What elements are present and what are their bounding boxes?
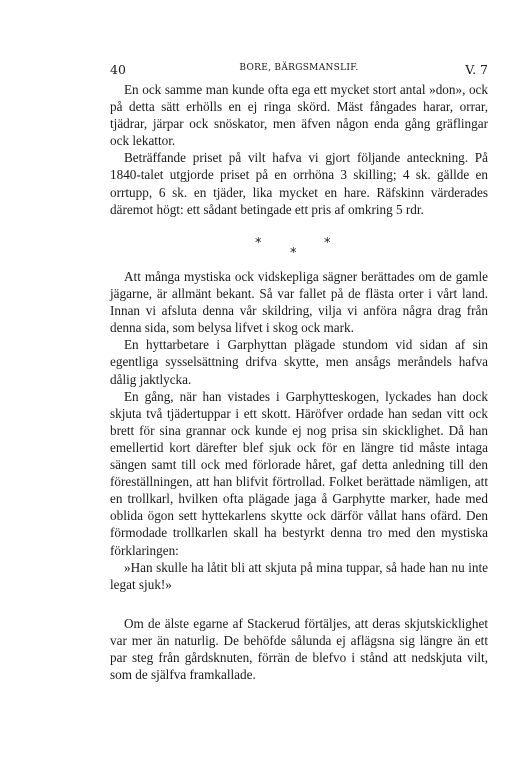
paragraph-snaring-yield: En ock samme man kunde ofta ega ett mycket stort antal »don», ock på detta sätt erhölls en ej ringa skörd. Mäst fångades harar, orrar, tjädrar, järpar ock snöskator, men äfven någon enda gång gräflingar ock lekattor.	[110, 82, 488, 149]
page-number: 40	[110, 62, 126, 77]
text-block-middle	[110, 268, 488, 593]
paragraph-quote: »Han skulle ha låtit bli att skjuta på mina tuppar, så hade han nu inte legat sjuk!»	[110, 559, 488, 592]
paragraph-hytte-worker: En hyttarbetare i Garphyttan plägade stundom vid sidan af sin egentliga sysselsättning drifva skytte, men ansågs meråndels hafva dålig jaktlycka.	[110, 337, 488, 387]
volume-number: V. 7	[465, 62, 488, 77]
paragraph-legends-intro: Att många mystiska ock vidskepliga sägner berättades om de gamle jägarne, är allmänt bekant. Så var fallet på de flästa orter i vårt land. Innan vi afsluta denna vår skildring, vilja vi anföra några drag från denna sida, som belysa lifvet i skog ock mark.	[110, 269, 488, 336]
paragraph-game-prices: Beträffande priset på vilt hafva vi gjort följande anteckning. På 1840-talet utgjorde priset på en orrhöna 3 skilling; 4 sk. gällde en orrtupp, 6 sk. en tjäder, lika mycket en hare. Räfskinn värderades däremot högt: ett sådant betingade ett pris af omkring 5 rdr.	[110, 150, 488, 217]
asterisk-right: *	[324, 236, 331, 251]
asterisk-middle: *	[290, 246, 297, 261]
asterisk-left: *	[255, 236, 262, 251]
text-block-top	[110, 81, 488, 218]
paragraph-stackerud: Om de älste egarne af Stackerud förtäljes, att deras skjutskicklighet var mer än naturlig. De behöfde sålunda ej aflägsna sig längre än ett par steg från gårdsknuten, förrän de blefvo i stånd att nedskjuta vilt, som de själfva framkallade.	[110, 616, 488, 683]
running-head	[110, 62, 488, 80]
text-block-bottom	[110, 615, 488, 683]
running-title: BORE, BÄRGSMANSLIF.	[239, 63, 359, 73]
section-separator	[110, 236, 488, 266]
paragraph-bewitched-hunter: En gång, när han vistades i Garphytteskogen, lyckades han dock skjuta två tjädertuppar i ett skott. Häröfver ordade han sedan vitt ock brett för sina grannar ock kunde ej nog prisa sin skicklighet. Då han emellertid kort därefter blef sjuk ock för en längre tid måste intaga sängen samt till ock med förlorade håret, gaf detta anledning till den föreställningen, att han blifvit förtrollad. Folket berättade nämligen, att en trollkarl, hvilken ofta plägade jaga å Garphytte marker, hade med oblida ögon sett hyttekarlens skytte ock därför vållat hans ofärd. Den förmodade trollkarlen skall ha bestyrkt denna tro med den mystiska förklaringen:	[110, 388, 488, 558]
